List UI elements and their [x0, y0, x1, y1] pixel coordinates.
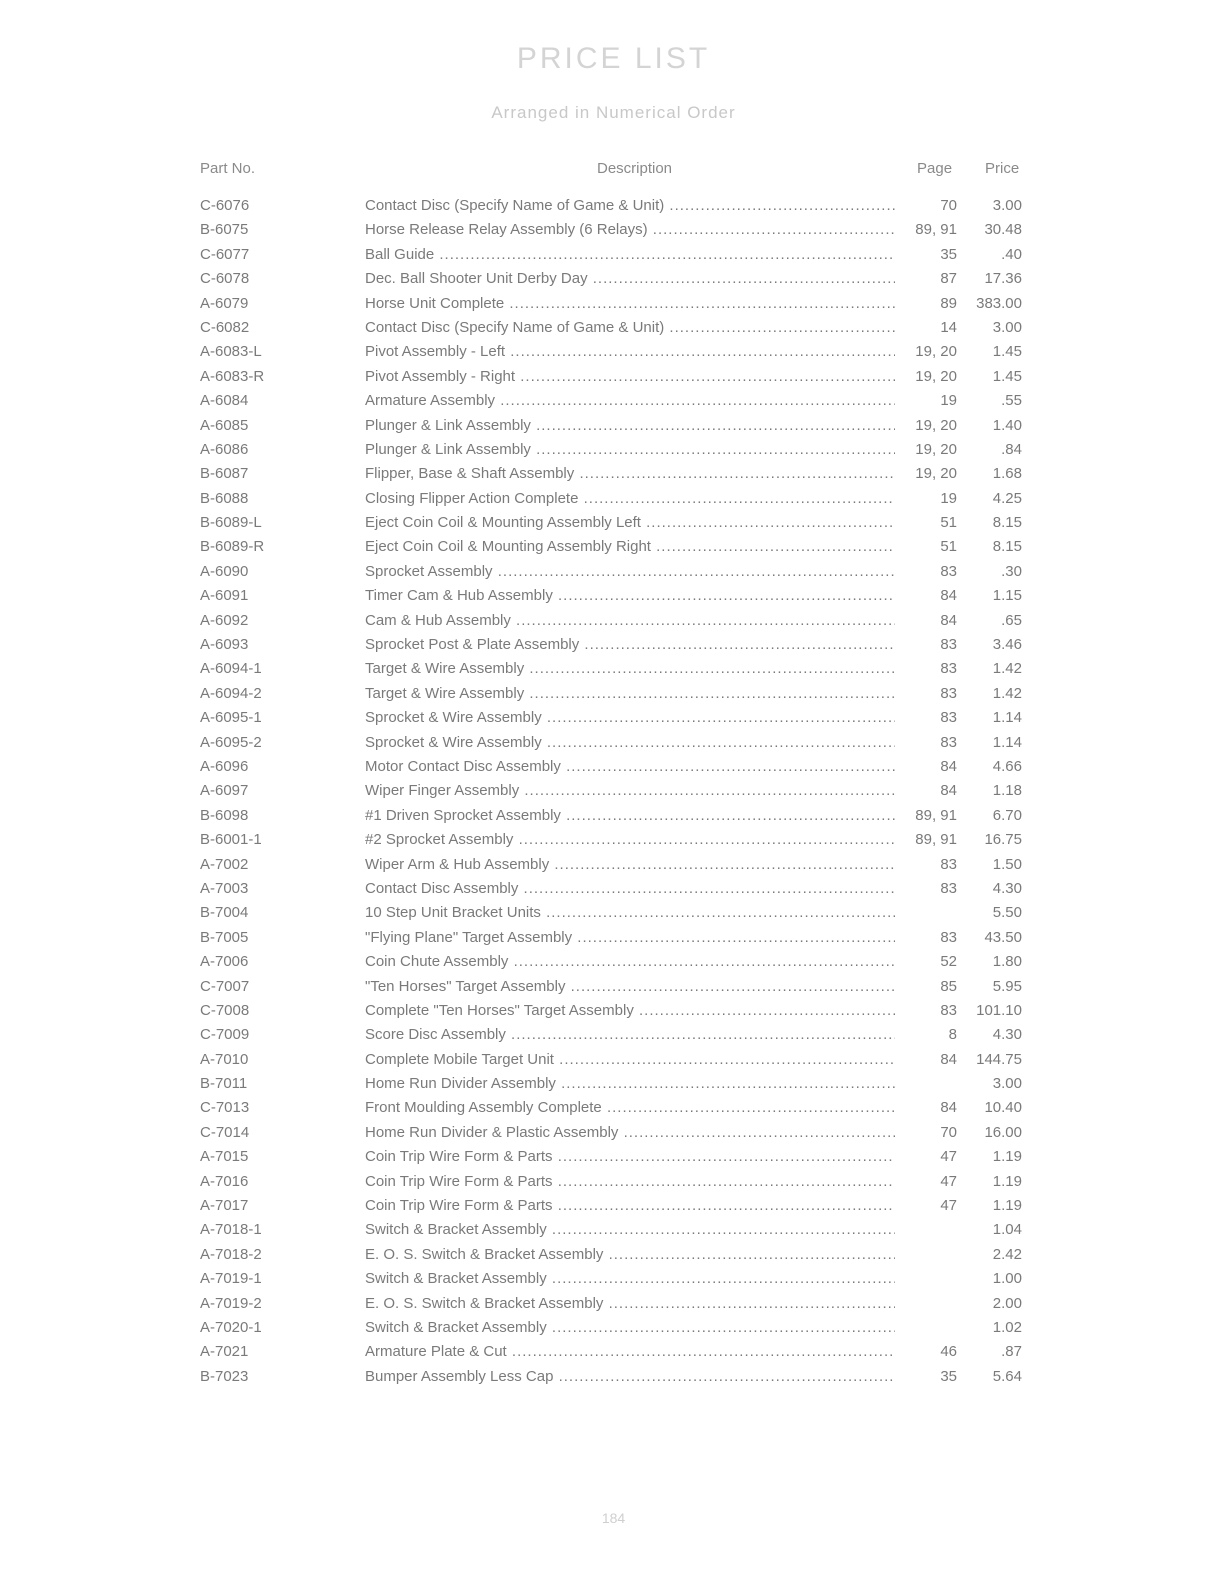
- part-number: C-7013: [200, 1099, 250, 1117]
- table-row: [0, 804, 1227, 828]
- page-number: 184: [601, 1510, 626, 1526]
- table-row: [0, 560, 1227, 584]
- item-price: 1.19: [992, 1148, 1022, 1166]
- part-number: A-7002: [200, 855, 249, 873]
- item-description: Cam & Hub Assembly .....: [365, 609, 895, 633]
- table-row: [0, 853, 1227, 877]
- page-reference: 19, 20: [915, 416, 957, 434]
- table-row: [0, 535, 1227, 559]
- item-price: 1.04: [992, 1221, 1022, 1239]
- item-price: 3.46: [992, 636, 1022, 654]
- item-description: Contact Disc Assembly .....: [365, 877, 895, 901]
- part-number: B-7005: [200, 928, 249, 946]
- item-price: 5.64: [992, 1367, 1022, 1385]
- table-row: [0, 633, 1227, 657]
- item-price: 101.10: [976, 1001, 1022, 1019]
- page-reference: 89, 91: [915, 221, 957, 239]
- part-number: A-6093: [200, 636, 249, 654]
- part-number: A-7003: [200, 879, 249, 897]
- table-row: [0, 1316, 1227, 1340]
- table-row: [0, 1121, 1227, 1145]
- page-subtitle: Arranged in Numerical Order: [491, 103, 736, 122]
- item-description: Sprocket Post & Plate Assembly .....: [365, 633, 895, 657]
- table-row: [0, 584, 1227, 608]
- item-price: 1.42: [992, 660, 1022, 678]
- table-row: [0, 389, 1227, 413]
- item-description: E. O. S. Switch & Bracket Assembly .....: [365, 1243, 895, 1267]
- table-row: [0, 1194, 1227, 1218]
- part-number: B-6001-1: [200, 831, 262, 849]
- item-price: 4.25: [992, 489, 1022, 507]
- page-reference: 83: [940, 660, 957, 678]
- part-number: B-7011: [200, 1075, 248, 1093]
- part-number: A-6079: [200, 294, 249, 312]
- item-price: 1.42: [992, 684, 1022, 702]
- table-row: [0, 1096, 1227, 1120]
- item-price: 2.00: [992, 1294, 1022, 1312]
- table-row: [0, 657, 1227, 681]
- table-row: [0, 414, 1227, 438]
- table-row: [0, 706, 1227, 730]
- item-price: 6.70: [992, 806, 1022, 824]
- part-number: B-6075: [200, 221, 249, 239]
- item-price: 3.00: [992, 318, 1022, 336]
- part-number: A-7017: [200, 1197, 249, 1215]
- item-price: 1.50: [992, 855, 1022, 873]
- part-number: A-7019-1: [200, 1270, 262, 1288]
- page-reference: 19, 20: [915, 343, 957, 361]
- table-row: [0, 1048, 1227, 1072]
- item-description: Coin Trip Wire Form & Parts .....: [365, 1145, 895, 1169]
- page-reference: 84: [940, 1099, 957, 1117]
- item-description: Home Run Divider Assembly .....: [365, 1072, 895, 1096]
- page-reference: 47: [940, 1172, 957, 1190]
- item-price: 1.02: [992, 1318, 1022, 1336]
- table-row: [0, 877, 1227, 901]
- item-price: 4.66: [992, 757, 1022, 775]
- table-row: [0, 194, 1227, 218]
- part-number: A-6083-L: [200, 343, 262, 361]
- part-number: A-6090: [200, 562, 249, 580]
- page-reference: 83: [940, 709, 957, 727]
- item-price: 30.48: [984, 221, 1022, 239]
- item-price: 1.18: [992, 782, 1022, 800]
- item-price: 1.14: [992, 709, 1022, 727]
- item-price: 10.40: [984, 1099, 1022, 1117]
- part-number: A-6084: [200, 392, 249, 410]
- item-description: Sprocket Assembly .....: [365, 560, 895, 584]
- item-description: Complete Mobile Target Unit .....: [365, 1048, 895, 1072]
- table-row: [0, 926, 1227, 950]
- page-reference: 19, 20: [915, 440, 957, 458]
- part-number: A-6086: [200, 440, 249, 458]
- table-row: [0, 828, 1227, 852]
- page-reference: 70: [940, 1123, 957, 1141]
- page-reference: 35: [940, 1367, 957, 1385]
- part-number: C-7008: [200, 1001, 250, 1019]
- part-number: A-6095-2: [200, 733, 262, 751]
- part-number: A-6085: [200, 416, 249, 434]
- part-number: C-7009: [200, 1026, 250, 1044]
- item-description: Score Disc Assembly .....: [365, 1023, 895, 1047]
- part-number: A-7019-2: [200, 1294, 262, 1312]
- item-price: 1.19: [992, 1172, 1022, 1190]
- page-reference: 83: [940, 879, 957, 897]
- item-price: 1.45: [992, 367, 1022, 385]
- table-row: [0, 950, 1227, 974]
- page-reference: 83: [940, 928, 957, 946]
- item-description: Eject Coin Coil & Mounting Assembly Right .....: [365, 535, 895, 559]
- table-row: [0, 609, 1227, 633]
- table-row: [0, 1145, 1227, 1169]
- part-number: A-6095-1: [200, 709, 262, 727]
- table-row: [0, 779, 1227, 803]
- table-row: [0, 1023, 1227, 1047]
- page-reference: 83: [940, 1001, 957, 1019]
- part-number: B-6088: [200, 489, 249, 507]
- item-price: 1.19: [992, 1197, 1022, 1215]
- table-row: [0, 975, 1227, 999]
- page-reference: 35: [940, 245, 957, 263]
- item-description: Contact Disc (Specify Name of Game & Unit) .....: [365, 316, 895, 340]
- page-reference: 14: [940, 318, 957, 336]
- column-header-description: Description: [597, 160, 673, 177]
- part-number: C-7014: [200, 1123, 250, 1141]
- item-description: Horse Release Relay Assembly (6 Relays) .....: [365, 218, 895, 242]
- table-row: [0, 1243, 1227, 1267]
- page-reference: 83: [940, 636, 957, 654]
- part-number: A-7016: [200, 1172, 249, 1190]
- item-price: 4.30: [992, 1026, 1022, 1044]
- item-description: Timer Cam & Hub Assembly .....: [365, 584, 895, 608]
- part-number: A-6096: [200, 757, 249, 775]
- item-price: 1.40: [992, 416, 1022, 434]
- table-row: [0, 1365, 1227, 1389]
- page-reference: 83: [940, 684, 957, 702]
- item-price: 4.30: [992, 879, 1022, 897]
- table-row: [0, 731, 1227, 755]
- item-price: 1.00: [992, 1270, 1022, 1288]
- part-number: A-6097: [200, 782, 249, 800]
- table-row: [0, 340, 1227, 364]
- item-description: Switch & Bracket Assembly .....: [365, 1267, 895, 1291]
- page-reference: 89, 91: [915, 806, 957, 824]
- page-reference: 52: [940, 953, 957, 971]
- page-reference: 84: [940, 1050, 957, 1068]
- item-price: 17.36: [984, 270, 1022, 288]
- part-number: B-6098: [200, 806, 249, 824]
- column-header-part-no: Part No.: [200, 160, 256, 177]
- item-description: Home Run Divider & Plastic Assembly .....: [365, 1121, 895, 1145]
- item-description: Pivot Assembly - Left .....: [365, 340, 895, 364]
- item-description: Front Moulding Assembly Complete .....: [365, 1096, 895, 1120]
- table-row: [0, 901, 1227, 925]
- item-description: Ball Guide .....: [365, 243, 895, 267]
- page-reference: 19, 20: [915, 465, 957, 483]
- table-row: [0, 1072, 1227, 1096]
- page-reference: 89: [940, 294, 957, 312]
- page-reference: 84: [940, 757, 957, 775]
- part-number: B-7004: [200, 904, 249, 922]
- part-number: A-6094-2: [200, 684, 262, 702]
- table-row: [0, 365, 1227, 389]
- item-description: Contact Disc (Specify Name of Game & Unit) .....: [365, 194, 895, 218]
- item-price: 1.15: [992, 587, 1022, 605]
- item-description: Eject Coin Coil & Mounting Assembly Left .....: [365, 511, 895, 535]
- price-list-table: [0, 194, 1227, 1389]
- item-price: 3.00: [992, 197, 1022, 214]
- item-description: Switch & Bracket Assembly .....: [365, 1218, 895, 1242]
- item-price: 16.00: [984, 1123, 1022, 1141]
- part-number: A-7015: [200, 1148, 249, 1166]
- item-price: .55: [1001, 392, 1022, 410]
- part-number: C-6082: [200, 318, 250, 336]
- item-description: Switch & Bracket Assembly .....: [365, 1316, 895, 1340]
- table-row: [0, 218, 1227, 242]
- item-price: .30: [1001, 562, 1022, 580]
- part-number: B-7023: [200, 1367, 249, 1385]
- item-description: Bumper Assembly Less Cap .....: [365, 1365, 895, 1389]
- page-reference: 19: [940, 489, 957, 507]
- table-row: [0, 1292, 1227, 1316]
- item-price: 144.75: [976, 1050, 1022, 1068]
- page-reference: 87: [940, 270, 957, 288]
- part-number: A-7006: [200, 953, 249, 971]
- item-description: Horse Unit Complete .....: [365, 292, 895, 316]
- item-price: 1.14: [992, 733, 1022, 751]
- item-description: Wiper Finger Assembly .....: [365, 779, 895, 803]
- table-row: [0, 1267, 1227, 1291]
- item-description: #1 Driven Sprocket Assembly .....: [365, 804, 895, 828]
- part-number: C-6077: [200, 245, 250, 263]
- item-description: #2 Sprocket Assembly .....: [365, 828, 895, 852]
- page-reference: 51: [940, 514, 957, 532]
- page-reference: 83: [940, 855, 957, 873]
- page-reference: 84: [940, 782, 957, 800]
- table-row: [0, 999, 1227, 1023]
- item-description: Coin Trip Wire Form & Parts .....: [365, 1170, 895, 1194]
- column-header-price: Price: [985, 160, 1020, 177]
- item-price: 43.50: [984, 928, 1022, 946]
- item-price: .40: [1001, 245, 1022, 263]
- page-reference: 83: [940, 733, 957, 751]
- part-number: C-6078: [200, 270, 250, 288]
- table-row: [0, 462, 1227, 486]
- table-row: [0, 511, 1227, 535]
- page-reference: 46: [940, 1343, 957, 1361]
- table-row: [0, 1218, 1227, 1242]
- item-description: Pivot Assembly - Right .....: [365, 365, 895, 389]
- page-reference: 8: [948, 1026, 957, 1044]
- part-number: A-6083-R: [200, 367, 265, 385]
- part-number: A-7021: [200, 1343, 249, 1361]
- item-description: "Ten Horses" Target Assembly .....: [365, 975, 895, 999]
- part-number: B-6089-R: [200, 538, 265, 556]
- page-reference: 19, 20: [915, 367, 957, 385]
- item-description: Flipper, Base & Shaft Assembly .....: [365, 462, 895, 486]
- item-description: Dec. Ball Shooter Unit Derby Day .....: [365, 267, 895, 291]
- page-reference: 85: [940, 977, 957, 995]
- part-number: A-6094-1: [200, 660, 262, 678]
- item-description: Plunger & Link Assembly .....: [365, 438, 895, 462]
- item-description: "Flying Plane" Target Assembly .....: [365, 926, 895, 950]
- item-description: Sprocket & Wire Assembly .....: [365, 706, 895, 730]
- item-description: Closing Flipper Action Complete .....: [365, 487, 895, 511]
- item-description: Armature Assembly .....: [365, 389, 895, 413]
- item-description: Wiper Arm & Hub Assembly .....: [365, 853, 895, 877]
- item-description: Coin Trip Wire Form & Parts .....: [365, 1194, 895, 1218]
- page-reference: 47: [940, 1197, 957, 1215]
- item-price: 1.45: [992, 343, 1022, 361]
- part-number: A-7020-1: [200, 1318, 262, 1336]
- item-price: 5.50: [992, 904, 1022, 922]
- item-price: 8.15: [992, 514, 1022, 532]
- item-description: Coin Chute Assembly .....: [365, 950, 895, 974]
- part-number: A-7018-2: [200, 1245, 262, 1263]
- table-row: [0, 682, 1227, 706]
- item-price: 16.75: [984, 831, 1022, 849]
- item-description: Sprocket & Wire Assembly .....: [365, 731, 895, 755]
- page-reference: 70: [940, 197, 957, 214]
- page-title: PRICE LIST: [516, 42, 711, 75]
- part-number: B-6089-L: [200, 514, 262, 532]
- table-row: [0, 267, 1227, 291]
- item-description: 10 Step Unit Bracket Units .....: [365, 901, 895, 925]
- page-reference: 83: [940, 562, 957, 580]
- table-row: [0, 243, 1227, 267]
- item-price: 383.00: [976, 294, 1022, 312]
- part-number: C-7007: [200, 977, 250, 995]
- item-price: .65: [1001, 611, 1022, 629]
- item-description: Plunger & Link Assembly .....: [365, 414, 895, 438]
- item-price: .87: [1001, 1343, 1022, 1361]
- table-row: [0, 316, 1227, 340]
- item-price: 1.68: [992, 465, 1022, 483]
- page-reference: 47: [940, 1148, 957, 1166]
- item-description: Target & Wire Assembly .....: [365, 682, 895, 706]
- page-reference: 84: [940, 611, 957, 629]
- page-reference: 89, 91: [915, 831, 957, 849]
- item-description: Armature Plate & Cut .....: [365, 1340, 895, 1364]
- column-header-page: Page: [917, 160, 953, 177]
- page-reference: 19: [940, 392, 957, 410]
- item-description: E. O. S. Switch & Bracket Assembly .....: [365, 1292, 895, 1316]
- item-price: 5.95: [992, 977, 1022, 995]
- item-price: 2.42: [992, 1245, 1022, 1263]
- item-description: Motor Contact Disc Assembly .....: [365, 755, 895, 779]
- table-row: [0, 438, 1227, 462]
- part-number: A-6092: [200, 611, 249, 629]
- table-row: [0, 1170, 1227, 1194]
- page-reference: 51: [940, 538, 957, 556]
- item-price: 3.00: [992, 1075, 1022, 1093]
- table-row: [0, 487, 1227, 511]
- item-description: Complete "Ten Horses" Target Assembly .....: [365, 999, 895, 1023]
- part-number: A-7018-1: [200, 1221, 262, 1239]
- part-number: A-7010: [200, 1050, 249, 1068]
- item-price: 8.15: [992, 538, 1022, 556]
- page-reference: 84: [940, 587, 957, 605]
- table-row: [0, 292, 1227, 316]
- part-number: A-6091: [200, 587, 249, 605]
- part-number: B-6087: [200, 465, 249, 483]
- item-price: .84: [1001, 440, 1022, 458]
- part-number: C-6076: [200, 197, 250, 214]
- item-price: 1.80: [992, 953, 1022, 971]
- item-description: Target & Wire Assembly .....: [365, 657, 895, 681]
- table-row: [0, 1340, 1227, 1364]
- table-row: [0, 755, 1227, 779]
